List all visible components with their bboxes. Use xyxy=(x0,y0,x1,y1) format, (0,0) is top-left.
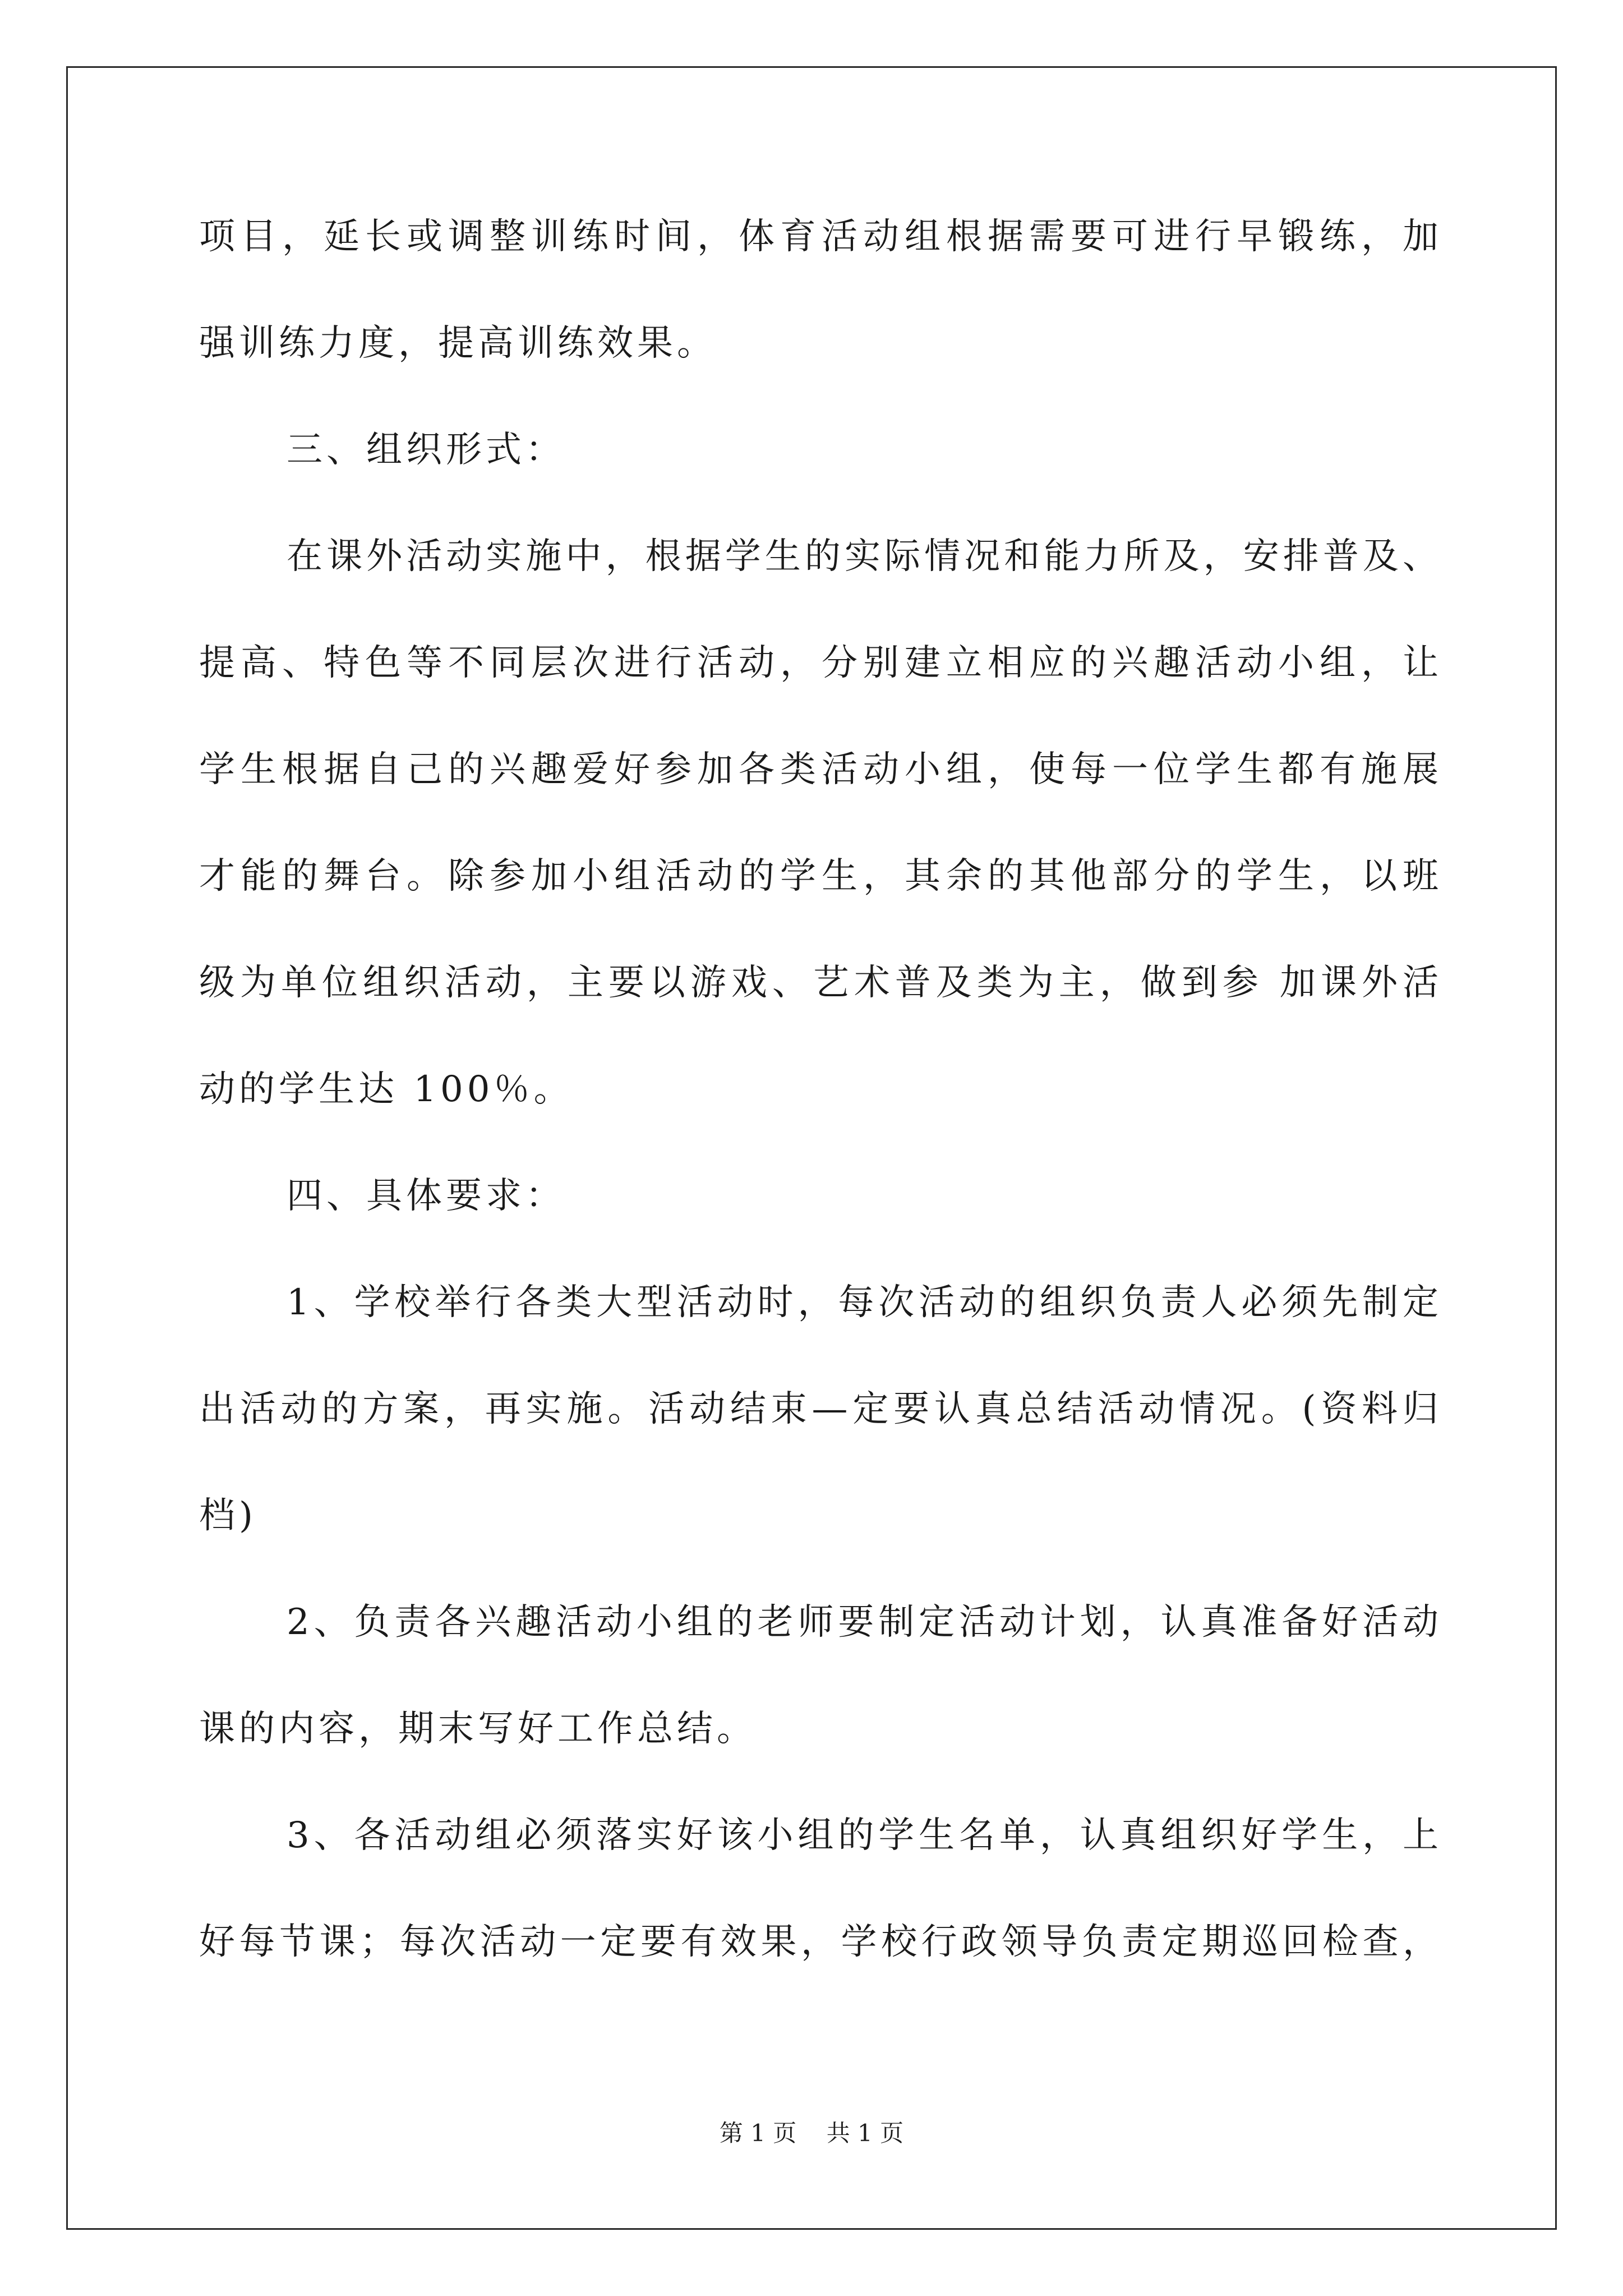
text-line: 动的学生达 100％。 xyxy=(199,1069,574,1110)
text-line: 档) xyxy=(199,1495,257,1536)
text-line: 级为单位组织活动，主要以游戏、艺术普及类为主，做到参 加课外活 xyxy=(199,962,1438,1004)
section-heading: 三、组织形式： xyxy=(287,429,565,471)
text-line: 出活动的方案，再实施。活动结束—定要认真总结活动情况。(资料归 xyxy=(199,1388,1438,1430)
text-line: 强训练力度，提高训练效果。 xyxy=(199,323,717,364)
text-line: 好每节课；每次活动一定要有效果，学校行政领导负责定期巡回检查， xyxy=(199,1921,1438,1963)
text-line: 在课外活动实施中，根据学生的实际情况和能力所及，安排普及、 xyxy=(287,536,1438,577)
text-line: 3、各活动组必须落实好该小组的学生名单，认真组织好学生，上 xyxy=(287,1815,1438,1856)
text-line: 项目，延长或调整训练时间，体育活动组根据需要可进行早锻练，加 xyxy=(199,216,1438,257)
text-line: 1、学校举行各类大型活动时，每次活动的组织负责人必须先制定 xyxy=(287,1282,1438,1323)
section-heading: 四、具体要求： xyxy=(287,1175,565,1217)
page-footer xyxy=(0,2119,1623,2147)
text-line: 课的内容，期末写好工作总结。 xyxy=(199,1708,757,1750)
page-number: 第 1 页 xyxy=(719,2119,797,2147)
text-line: 提高、特色等不同层次进行活动，分别建立相应的兴趣活动小组，让 xyxy=(199,642,1438,684)
text-line: 学生根据自己的兴趣爱好参加各类活动小组，使每一位学生都有施展 xyxy=(199,749,1438,790)
document-body xyxy=(199,216,1438,2031)
page-total: 共 1 页 xyxy=(826,2119,904,2147)
footer-gap xyxy=(796,2119,826,2147)
text-line: 2、负责各兴趣活动小组的老师要制定活动计划，认真准备好活动 xyxy=(287,1602,1438,1643)
text-line: 才能的舞台。除参加小组活动的学生，其余的其他部分的学生，以班 xyxy=(199,855,1438,897)
